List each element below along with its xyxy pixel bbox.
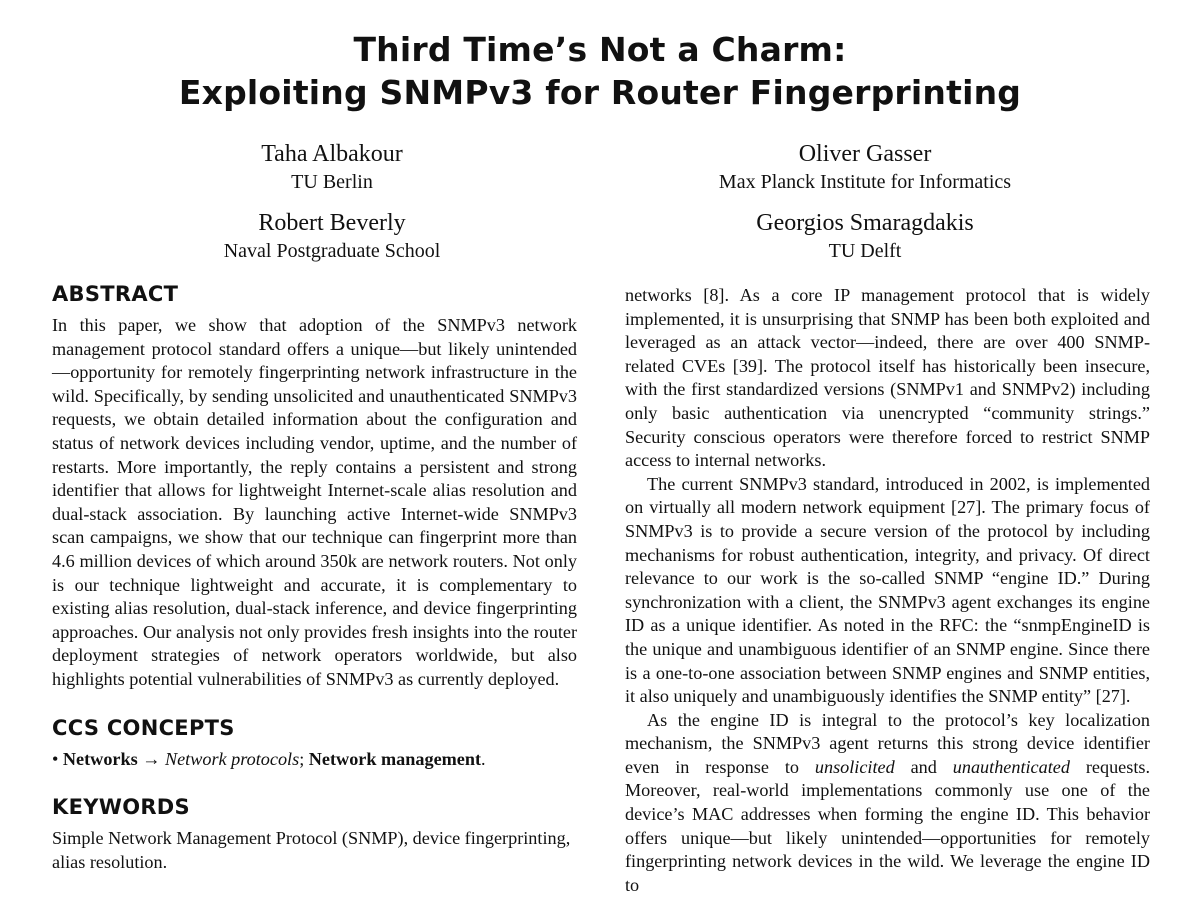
ccs-end: . [481,748,486,769]
author-name: Robert Beverly [258,210,406,236]
ccs-separator: ; [299,748,305,769]
right-column [625,284,1150,897]
p3-text-b: and [894,756,953,777]
author-affiliation: Naval Postgraduate School [223,240,441,262]
author-name: Taha Albakour [261,141,403,167]
body-paragraph-2: The current SNMPv3 standard, introduced in 2002, is implemented on virtually all modern network equipment [27]. The primary focus of SNMPv3 is to provide a secure version of the protocol by including mechanisms for robust authentication, integrity, and privacy. Of direct relevance to our work is the so-called SNMP “engine ID.” During synchronization with a client, the SNMPv3 agent exchanges its engine ID as a unique identifier. As noted in the RFC: the “snmpEngineID is the unique and unambiguous identifier of an SNMP engine. Since there is a one-to-one association between SNMP engines and SNMP entities, it also uniquely and unambiguously identifies the SNMP entity” [27]. [625,473,1150,707]
author-affiliation: TU Berlin [291,171,373,193]
author-block [665,208,1065,264]
ccs-category: Networks [62,748,138,769]
ccs-heading: CCS CONCEPTS [52,715,235,740]
author-block [182,139,482,195]
ccs-subcategory: Network protocols [164,748,300,769]
title-line-2: Exploiting SNMPv3 for Router Fingerprinting [178,73,1022,112]
ccs-concepts [52,748,577,772]
ccs-bullet: • [52,748,59,769]
author-block [665,139,1065,195]
author-block [182,208,482,264]
author-affiliation: Max Planck Institute for Informatics [718,171,1012,193]
author-name: Oliver Gasser [798,141,932,167]
p3-emphasis-unsolicited: unsolicited [814,756,895,777]
author-name: Georgios Smaragdakis [756,210,974,236]
abstract-heading: ABSTRACT [52,282,179,306]
body-paragraph-1: networks [8]. As a core IP management protocol that is widely implemented, it is unsurprising that SNMP has been both exploited and leveraged as an attack vector—indeed, there are over 400 SNMP-related CVEs [39]. The protocol itself has historically been insecure, with the first standardized versions (SNMPv1 and SNMPv2) including only basic authentication via unencrypted “community strings.” Security conscious operators were therefore forced to restrict SNMP access to internal networks. [625,285,1150,471]
p3-text-a: As the engine ID is integral to the protocol’s key localization mechanism, the SNMPv3 agent returns this strong device identifier even in response to [625,709,1150,777]
ccs-arrow: → [142,748,161,769]
keywords-text: Simple Network Management Protocol (SNMP), device fingerprinting, alias resolution. [52,828,571,872]
keywords-heading: KEYWORDS [52,795,190,820]
title-line-1: Third Time’s Not a Charm: [353,30,847,69]
p3-emphasis-unauthenticated: unauthenticated [952,756,1070,777]
author-affiliation: TU Delft [828,240,902,262]
abstract-text: In this paper, we show that adoption of the SNMPv3 network management protocol standard offers a unique—but likely unintended—opportunity for remotely fingerprinting network infrastructure in the wild. Specifically, by sending unsolicited and unauthenticated SNMPv3 requests, we obtain detailed information about the configuration and status of network devices including vendor, uptime, and the number of restarts. More importantly, the reply contains a persistent and strong identifier that allows for lightweight Internet-scale alias resolution and dual-stack association. By launching active Internet-wide SNMPv3 scan campaigns, we show that our technique can fingerprint more than 4.6 million devices of which around 350k are network routers. Not only is our technique lightweight and accurate, it is complementary to existing alias resolution, dual-stack inference, and device fingerprinting approaches. Our analysis not only provides fresh insights into the router deployment strategies of network operators worldwide, but also highlights potential vulnerabilities of SNMPv3 as currently deployed. [52,315,577,689]
p3-text-c: requests. Moreover, real-world implementations commonly use one of the device’s MAC addresses when forming the engine ID. This behavior offers unique—but likely unintended—opportunities for remotely fingerprinting network devices in the wild. We leverage the engine ID to [625,756,1150,895]
ccs-item: Network management [308,748,482,769]
body-paragraph-3 [625,709,1150,898]
left-column [52,280,577,874]
paper-title [0,28,1200,114]
